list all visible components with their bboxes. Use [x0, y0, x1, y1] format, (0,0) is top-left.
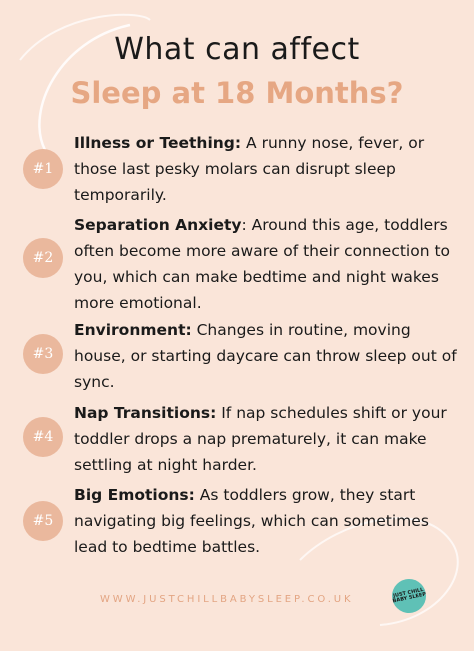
number-badge: #4 [23, 417, 63, 457]
item-text [74, 482, 458, 560]
item-body: : Around this age, toddlers often become more aware of their connection to you, which can make bedtime and night wakes more emotional. [74, 216, 451, 312]
brand-logo: JUST CHILL BABY SLEEP [389, 576, 429, 616]
number-badge: #1 [23, 149, 63, 189]
item-heading: Separation Anxiety [74, 216, 242, 234]
list-item [18, 317, 458, 397]
item-heading: Nap Transitions: [74, 404, 217, 422]
list-item [18, 482, 458, 562]
page-subtitle: Sleep at 18 Months? [70, 76, 404, 110]
item-body: If nap schedules shift or your toddler drops a nap prematurely, it can make settling at night harder. [74, 404, 447, 474]
item-heading: Illness or Teething: [74, 134, 242, 152]
number-badge: #5 [23, 501, 63, 541]
item-body: Changes in routine, moving house, or starting daycare can throw sleep out of sync. [74, 321, 457, 391]
item-heading: Big Emotions: [74, 486, 195, 504]
page-title: What can affect [114, 32, 360, 67]
list-item [18, 400, 458, 480]
list-item [18, 130, 458, 210]
website-url: WWW.JUSTCHILLBABYSLEEP.CO.UK [100, 594, 354, 605]
item-body: A runny nose, fever, or those last pesky molars can disrupt sleep temporarily. [74, 134, 425, 204]
item-body: As toddlers grow, they start navigating big feelings, which can sometimes lead to bedtime battles. [74, 486, 429, 556]
number-badge: #2 [23, 238, 63, 278]
item-text [74, 317, 458, 395]
item-heading: Environment: [74, 321, 192, 339]
item-text [74, 400, 458, 478]
number-badge: #3 [23, 334, 63, 374]
item-text [74, 212, 458, 316]
item-text [74, 130, 458, 208]
list-item [18, 212, 458, 312]
